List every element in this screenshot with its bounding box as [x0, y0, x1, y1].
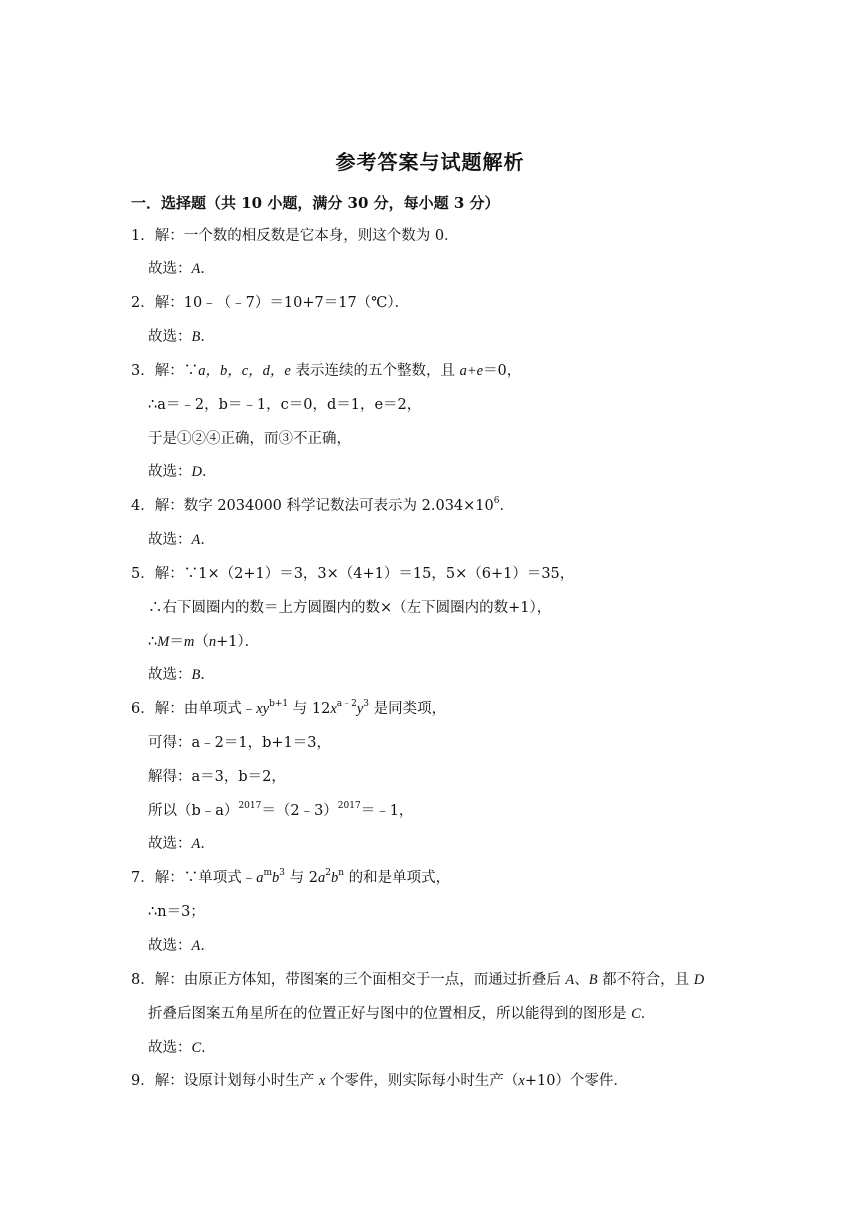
q8-answer: 故选：C． [148, 1040, 216, 1056]
q8-solution-line-1: 8．解：由原正方体知，带图案的三个面相交于一点，而通过折叠后 A、B 都不符合，且 D [131, 972, 705, 988]
q6-solution-line-4: 所以（b﹣a）$^{2017}$＝（2﹣3）$^{2017}$＝﹣1， [148, 801, 414, 819]
q6-solution-line-2: 可得：a﹣2＝1，b+1＝3， [148, 735, 331, 751]
q6-answer: 故选：A． [148, 836, 215, 852]
q3-solution-line-1: 3．解：∵a，b，c，d，e 表示连续的五个整数，且 a+e＝0， [131, 363, 522, 379]
section-heading: 一．选择题（共 10 小题，满分 30 分，每小题 3 分） [131, 194, 500, 212]
q2-solution-line: 2．解：10﹣（﹣7）＝10+7＝17（℃）． [131, 295, 410, 311]
q3-answer: 故选：D． [148, 464, 217, 480]
q4-solution-line: 4．解：数字 2034000 科学记数法可表示为 $2.034\times 10^6$． [131, 496, 514, 514]
q7-solution-line-2: ∴n＝3； [148, 904, 205, 920]
q5-answer: 故选：B． [148, 667, 215, 683]
q1-solution-line: 1．解：一个数的相反数是它本身，则这个数为 0． [131, 228, 459, 244]
q5-solution-line-2: ∴右下圆圈内的数＝上方圆圈内的数×（左下圆圈内的数+1）， [148, 600, 552, 616]
q7-solution-line-1: 7．解：∵单项式$﹣a^mb^3$ 与 $2a^2b^n$ 的和是单项式， [131, 868, 451, 886]
q9-solution-line-1: 9．解：设原计划每小时生产 x 个零件，则实际每小时生产（x+10）个零件． [131, 1073, 628, 1089]
q8-solution-line-2: 折叠后图案五角星所在的位置正好与图中的位置相反，所以能得到的图形是 C． [148, 1006, 656, 1022]
q3-solution-line-3: 于是①②④正确，而③不正确， [148, 431, 351, 447]
q3-solution-line-2: ∴a＝﹣2，b＝﹣1，c＝0，d＝1，e＝2， [148, 397, 422, 413]
q1-answer: 故选：A． [148, 261, 215, 277]
q5-solution-line-3: ∴M＝m（n+1）． [148, 634, 260, 650]
q4-answer: 故选：A． [148, 532, 215, 548]
q6-solution-line-1: 6．解：由单项式$﹣xy^{b+1}$ 与 $12x^{a﹣2}y^3$ 是同类项， [131, 699, 447, 717]
q7-answer: 故选：A． [148, 938, 215, 954]
q6-solution-line-3: 解得：a＝3，b＝2， [148, 769, 286, 785]
q5-solution-line-1: 5．解：∵1×（2+1）＝3，3×（4+1）＝15，5×（6+1）＝35， [131, 566, 575, 582]
q2-answer: 故选：B． [148, 329, 215, 345]
page-title: 参考答案与试题解析 [335, 150, 525, 174]
